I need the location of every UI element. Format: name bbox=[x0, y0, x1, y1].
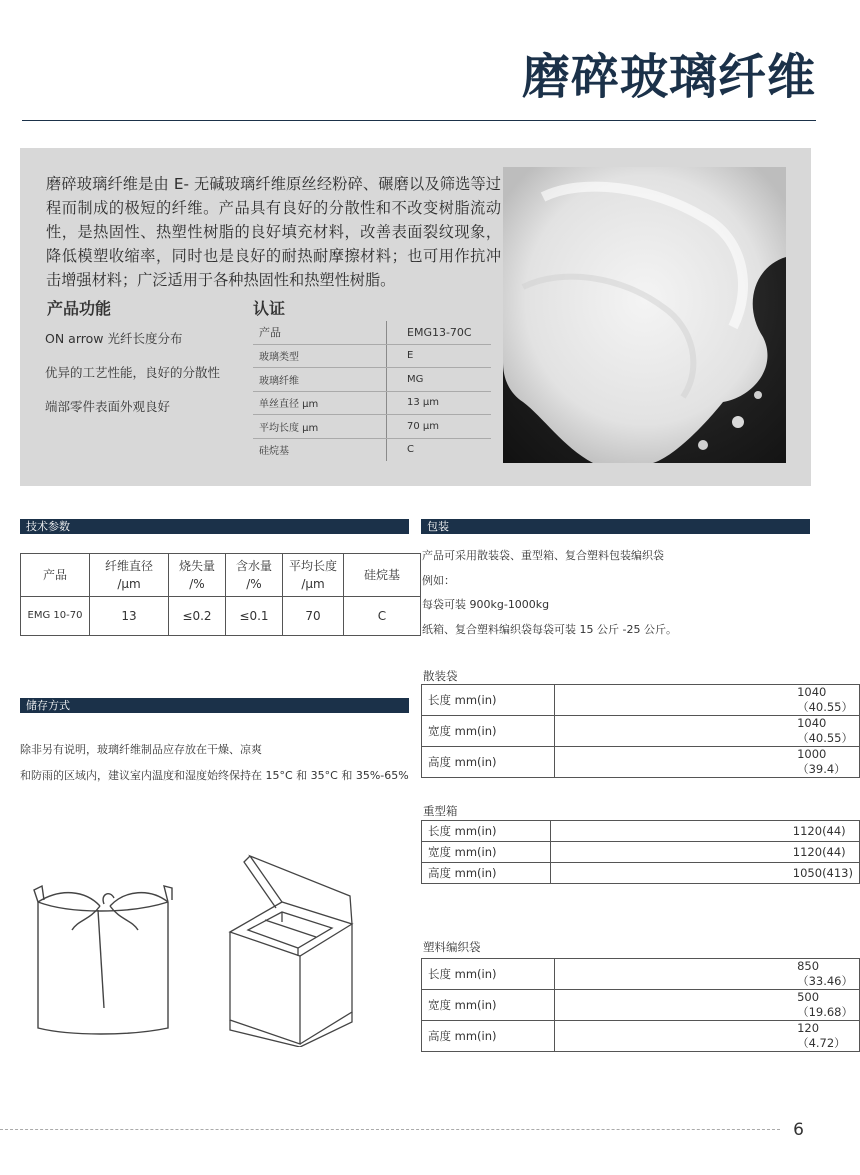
cell: 高度 mm(in) bbox=[422, 1021, 555, 1052]
cell: 长度 mm(in) bbox=[422, 685, 555, 716]
cell: 1000（39.4） bbox=[555, 747, 860, 778]
cert-value: MG bbox=[387, 368, 492, 392]
header-unit: /% bbox=[246, 577, 262, 591]
certification-table bbox=[253, 321, 491, 461]
header-label: 含水量 bbox=[235, 559, 272, 573]
header-cell: 硅烷基 bbox=[344, 554, 421, 597]
cell: ≤0.2 bbox=[169, 597, 226, 636]
features-title: 产品功能 bbox=[47, 299, 112, 318]
heavy-box-illustration bbox=[220, 852, 360, 1047]
cert-key: 单丝直径 μm bbox=[253, 391, 387, 415]
intro-panel bbox=[20, 148, 811, 486]
cert-key: 玻璃类型 bbox=[253, 344, 387, 368]
cell: 长度 mm(in) bbox=[422, 821, 551, 842]
woven-bag-table bbox=[421, 958, 860, 1052]
packaging-line: 产品可采用散装袋、重型箱、复合塑料包装编织袋 bbox=[422, 549, 664, 562]
heavy-box-title: 重型箱 bbox=[423, 804, 458, 818]
cell: 1040（40.55） bbox=[555, 716, 860, 747]
header-unit: /% bbox=[189, 577, 205, 591]
feature-item: 端部零件表面外观良好 bbox=[45, 399, 171, 414]
title-divider bbox=[22, 120, 816, 121]
woven-bag-title: 塑料编织袋 bbox=[423, 940, 481, 954]
cert-row bbox=[253, 368, 491, 392]
cell: 500（19.68） bbox=[555, 990, 860, 1021]
header-label: 平均长度 bbox=[288, 559, 337, 573]
bulk-bag-title: 散装袋 bbox=[423, 669, 458, 683]
storage-line: 除非另有说明，玻璃纤维制品应存放在干燥、凉爽 bbox=[20, 743, 262, 756]
cert-row bbox=[253, 415, 491, 439]
header-cell bbox=[90, 554, 169, 597]
cell: 1040（40.55） bbox=[555, 685, 860, 716]
glass-fiber-powder-image bbox=[503, 167, 786, 463]
packaging-text bbox=[422, 544, 677, 642]
storage-text bbox=[20, 737, 409, 789]
bulk-bag-table bbox=[421, 684, 860, 778]
cell: 13 bbox=[90, 597, 169, 636]
table-row bbox=[422, 716, 860, 747]
cert-value: EMG13-70C bbox=[387, 321, 492, 344]
cell: EMG 10-70 bbox=[21, 597, 90, 636]
cert-row bbox=[253, 391, 491, 415]
certification-title: 认证 bbox=[253, 299, 286, 318]
table-row bbox=[21, 597, 421, 636]
cell: 长度 mm(in) bbox=[422, 959, 555, 990]
cell: 1120(44) bbox=[550, 821, 859, 842]
cert-row bbox=[253, 321, 491, 344]
bulk-bag-illustration bbox=[30, 880, 180, 1040]
table-row bbox=[422, 747, 860, 778]
storage-line: 和防雨的区域内，建议室内温度和湿度始终保持在 15°C 和 35°C 和 35%-65% bbox=[20, 769, 409, 782]
cert-value: E bbox=[387, 344, 492, 368]
cell: 高度 mm(in) bbox=[422, 863, 551, 884]
table-row bbox=[422, 990, 860, 1021]
table-row bbox=[422, 842, 860, 863]
table-row bbox=[422, 863, 860, 884]
cert-value: C bbox=[407, 444, 414, 456]
tech-params-table bbox=[20, 553, 421, 636]
cert-key: 玻璃纤维 bbox=[253, 368, 387, 392]
features-list bbox=[45, 331, 220, 433]
header-cell bbox=[169, 554, 226, 597]
product-photo bbox=[503, 167, 786, 463]
cert-key: 产品 bbox=[253, 321, 387, 344]
feature-item: 优异的工艺性能，良好的分散性 bbox=[45, 365, 221, 380]
header-label: 纤维直径 bbox=[104, 559, 153, 573]
cell: 宽度 mm(in) bbox=[422, 990, 555, 1021]
table-row bbox=[422, 685, 860, 716]
table-row bbox=[422, 959, 860, 990]
page-title: 磨碎玻璃纤维 bbox=[521, 49, 816, 105]
header-unit: /μm bbox=[301, 577, 325, 591]
cell: 850（33.46） bbox=[555, 959, 860, 990]
storage-bar: 储存方式 bbox=[20, 698, 409, 713]
table-header-row bbox=[21, 554, 421, 597]
cell: 70 bbox=[283, 597, 344, 636]
cell: C bbox=[344, 597, 421, 636]
header-label: 烧失量 bbox=[178, 559, 215, 573]
packaging-line: 每袋可装 900kg-1000kg bbox=[422, 598, 550, 611]
cell: 宽度 mm(in) bbox=[422, 842, 551, 863]
feature-item: ON arrow 光纤长度分布 bbox=[45, 331, 183, 346]
table-row bbox=[422, 821, 860, 842]
cell: 1120(44) bbox=[550, 842, 859, 863]
cell: 高度 mm(in) bbox=[422, 747, 555, 778]
header-cell bbox=[226, 554, 283, 597]
cell: ≤0.1 bbox=[226, 597, 283, 636]
footer-dotted-rule bbox=[0, 1129, 780, 1130]
cell: 宽度 mm(in) bbox=[422, 716, 555, 747]
cert-row bbox=[253, 344, 491, 368]
packaging-line: 纸箱、复合塑料编织袋每袋可装 15 公斤 -25 公斤。 bbox=[422, 622, 677, 636]
header-unit: /μm bbox=[117, 577, 141, 591]
cert-key: 硅烷基 bbox=[253, 438, 387, 461]
cert-value: 13 μm bbox=[387, 391, 492, 415]
cell: 1050(413) bbox=[550, 863, 859, 884]
cert-value: 70 μm bbox=[387, 415, 492, 439]
packaging-bar: 包装 bbox=[421, 519, 810, 534]
page-number: 6 bbox=[793, 1120, 804, 1140]
header-cell bbox=[283, 554, 344, 597]
cell: 120（4.72） bbox=[555, 1021, 860, 1052]
tech-params-bar: 技术参数 bbox=[20, 519, 409, 534]
header-cell: 产品 bbox=[21, 554, 90, 597]
table-row bbox=[422, 1021, 860, 1052]
heavy-box-table bbox=[421, 820, 860, 884]
intro-paragraph: 磨碎玻璃纤维是由 E- 无碱玻璃纤维原丝经粉碎、碾磨以及筛选等过程而制成的极短的纤维。产品具有良好的分散性和不改变树脂流动性，是热固性、热塑性树脂的良好填充材料，改善表面裂纹现象，降低模塑收缩率，同时也是良好的耐热耐摩擦材料；也可用作抗冲击增强材料；广泛适用于各种热固性和热塑性树脂。 bbox=[46, 175, 501, 289]
packaging-line: 例如： bbox=[422, 573, 455, 587]
cert-key: 平均长度 μm bbox=[253, 415, 387, 439]
cert-row bbox=[253, 438, 491, 461]
